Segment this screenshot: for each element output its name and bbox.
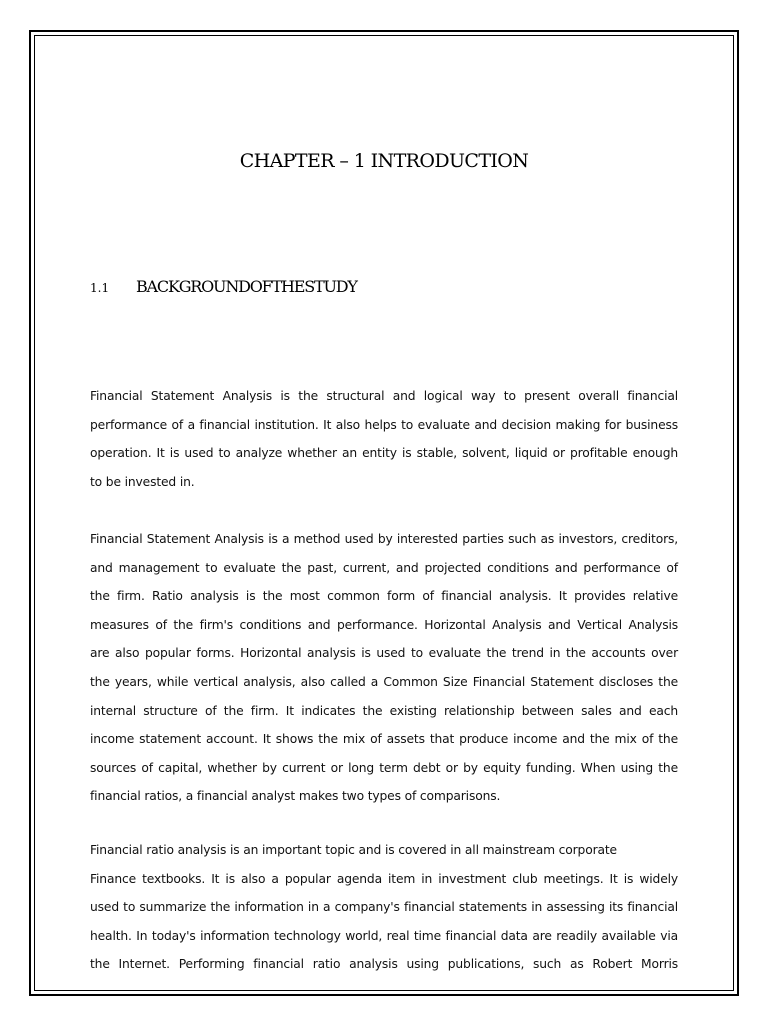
paragraph-line: the firm. Ratio analysis is the most common form of financial analysis. It provides relative (90, 589, 678, 604)
paragraph-2 (90, 525, 678, 811)
paragraph-line: performance of a financial institution. It also helps to evaluate and decision making for business (90, 417, 678, 432)
paragraph-line: the years, while vertical analysis, also called a Common Size Financial Statement discloses the (90, 674, 678, 689)
paragraph-line: are also popular forms. Horizontal analysis is used to evaluate the trend in the accounts over (90, 646, 678, 661)
paragraph-line: the Internet. Performing financial ratio analysis using publications, such as Robert Morris (90, 957, 678, 972)
paragraph-line: Financial Statement Analysis is the structural and logical way to present overall financial (90, 389, 678, 403)
paragraph-line: Financial ratio analysis is an important topic and is covered in all mainstream corporate (90, 843, 617, 857)
paragraph-line: to be invested in. (90, 474, 195, 489)
chapter-title: CHAPTER – 1 INTRODUCTION (239, 150, 529, 172)
section-heading (90, 277, 690, 296)
paragraph-line: internal structure of the firm. It indicates the existing relationship between sales and each (90, 703, 678, 718)
paragraph-line: and management to evaluate the past, current, and projected conditions and performance of (90, 560, 678, 575)
paragraph-line: measures of the firm's conditions and performance. Horizontal Analysis and Vertical Analysis (90, 617, 678, 632)
paragraph-line: Finance textbooks. It is also a popular agenda item in investment club meetings. It is widely (90, 871, 678, 886)
paragraph-line: health. In today's information technology world, real time financial data are readily available via (90, 928, 678, 943)
paragraph-3 (90, 836, 678, 979)
paragraph-line: used to summarize the information in a company's financial statements in assessing its financial (90, 900, 678, 915)
paragraph-line: operation. It is used to analyze whether an entity is stable, solvent, liquid or profitable enough (90, 446, 678, 461)
paragraph-line: sources of capital, whether by current or long term debt or by equity funding. When using the (90, 760, 678, 775)
paragraph-line: financial ratios, a financial analyst makes two types of comparisons. (90, 789, 501, 804)
paragraph-1 (90, 382, 678, 496)
section-number: 1.1 (90, 281, 110, 295)
paragraph-line: income statement account. It shows the mix of assets that produce income and the mix of the (90, 732, 678, 747)
paragraph-line: Financial Statement Analysis is a method used by interested parties such as investors, creditors, (90, 532, 678, 546)
section-title: BACKGROUNDOFTHESTUDY (136, 277, 357, 296)
